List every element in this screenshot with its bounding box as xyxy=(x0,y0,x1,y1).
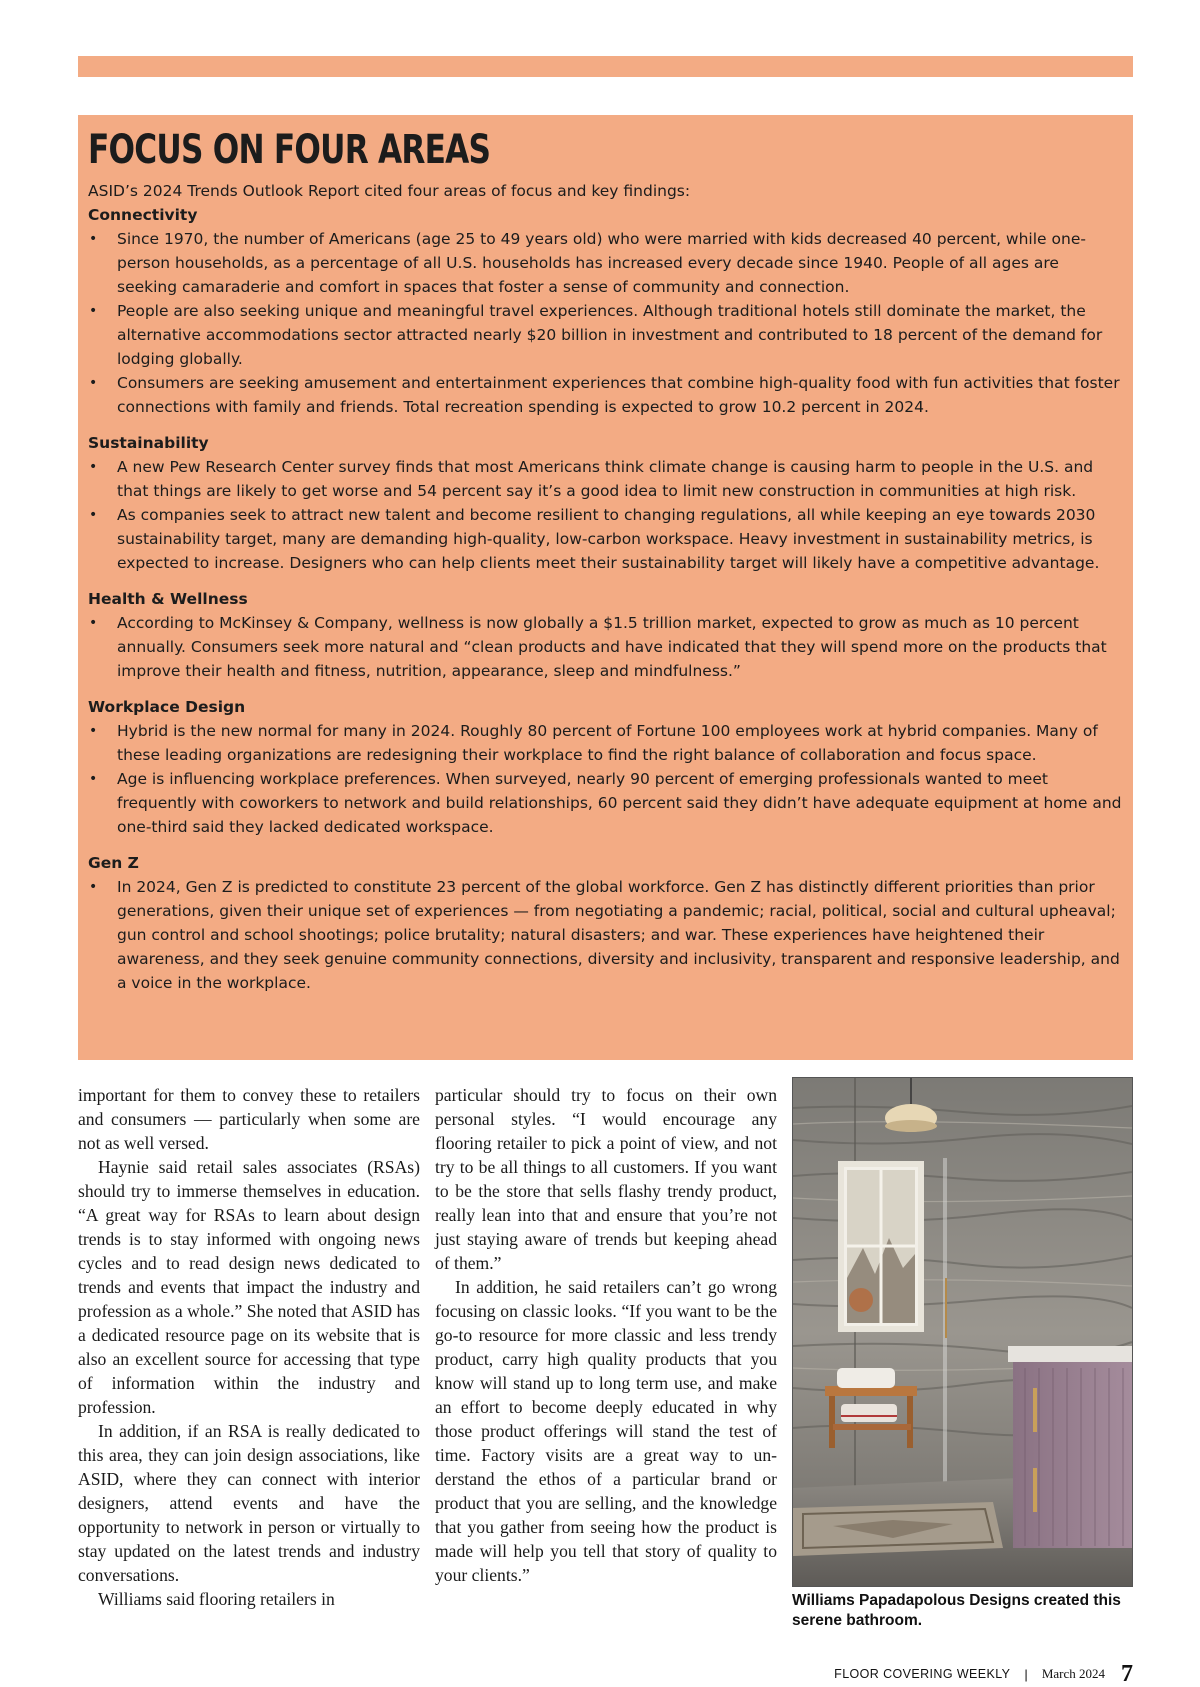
article-paragraph: Haynie said retail sales associates (RSAs) should try to immerse themselves in education. “A great way for RSAs to learn about design trends is to stay informed with ongoing news cycles and to read design news dedicated to trends and events that impact the industry and profession as a whole.” She noted that ASID has a dedicated resource page on its website that is also an excellent source for accessing that type of information within the industry and profession. xyxy=(78,1157,420,1417)
rug xyxy=(793,1502,1003,1556)
bullet-item: • As companies seek to attract new talent and become resilient to changing regulations, all while keeping an eye towards 2030 sustainability target, many are demanding high-quality, low-carbon workspace. Heavy investment in sustainability metrics, is expected to increase. Designers who can help clients meet their sustainability target will likely have a competitive advantage. xyxy=(88,503,1123,575)
section-heading: Gen Z xyxy=(88,854,139,872)
article-column-1 xyxy=(78,1083,420,1611)
issue-date: March 2024 xyxy=(1041,1666,1105,1681)
page-footer xyxy=(834,1662,1133,1686)
section-heading: Sustainability xyxy=(88,434,209,452)
article-paragraph: In addition, he said retailers can’t go wrong focusing on classic looks. “If you want to be the go-to resource for more classic and less trendy product, carry high quality products that you know will stand up to long term use, and make an effort to become deeply educated in why those product offerings will stand the test of time. Factory visits are a great way to understand the ethos of a particular brand or product that you are selling, and the knowledge that you gather from seeing how the product is made will help you tell that story of quality to your clients.” xyxy=(435,1277,777,1585)
vanity xyxy=(1008,1346,1132,1548)
bullet-item: • Age is influencing workplace preferences. When surveyed, nearly 90 percent of emerging professionals wanted to meet frequently with coworkers to network and build relationships, 60 percent said they didn’t have adequate equipment at home and one-third said they lacked dedicated workspace. xyxy=(88,767,1123,839)
bullet-list xyxy=(88,227,1123,419)
section-connectivity xyxy=(88,203,1123,419)
article-paragraph: important for them to convey these to retailers and consumers — particularly when some are not as well versed. xyxy=(78,1085,420,1153)
section-heading: Health & Wellness xyxy=(88,590,248,608)
sidebar-intro: ASID’s 2024 Trends Outlook Report cited four areas of focus and key findings: xyxy=(88,182,691,200)
article-paragraph: Williams said flooring retailers in xyxy=(98,1589,335,1609)
window xyxy=(841,1164,921,1329)
bullet-list xyxy=(88,719,1123,839)
page-number: 7 xyxy=(1121,1661,1133,1687)
footer-separator: | xyxy=(1024,1666,1028,1682)
top-accent-bar xyxy=(78,56,1133,77)
sidebar-title: FOCUS ON FOUR AREAS xyxy=(88,127,491,173)
focus-sidebar-box xyxy=(78,115,1133,1060)
section-sustainability xyxy=(88,431,1123,575)
bullet-item: • People are also seeking unique and meaningful travel experiences. Although traditional hotels still dominate the market, the alternative accommodations sector attracted nearly $20 billion in investment and contributed to 18 percent of the demand for lodging globally. xyxy=(88,299,1123,371)
section-heading: Connectivity xyxy=(88,206,198,224)
bullet-item: • In 2024, Gen Z is predicted to constitute 23 percent of the global workforce. Gen Z has distinctly different priorities than prior generations, given their unique set of experiences — from negotiating a pandemic; racial, political, social and cultural upheaval; gun control and school shootings; police brutality; natural disasters; and war. These experiences have heightened their awareness, and they seek genuine community connections, diversity and inclusivity, transparent and responsive leadership, and a voice in the workplace. xyxy=(88,875,1123,995)
article-paragraph: In addition, if an RSA is really dedicated to this area, they can join design associations, like ASID, where they can connect with interior designers, attend events and have the opportunity to network in person or virtually to stay updated on the latest trends and industry conversations. xyxy=(78,1421,420,1585)
photo-caption: Williams Papadapolous Designs created this serene bathroom. xyxy=(792,1592,1121,1629)
bullet-item: • Consumers are seeking amusement and entertainment experiences that combine high-quality food with fun activities that foster connections with family and friends. Total recreation spending is expected to grow 10.2 percent in 2024. xyxy=(88,371,1123,419)
bullet-item: • According to McKinsey & Company, wellness is now globally a $1.5 trillion market, expected to grow as much as 10 percent annually. Consumers seek more natural and “clean products and have indicated that they will spend more on the products that improve their health and fitness, nutrition, appearance, sleep and mindfulness.” xyxy=(88,611,1123,683)
bathroom-photo xyxy=(792,1077,1133,1587)
bullet-list xyxy=(88,611,1123,683)
bullet-item: • A new Pew Research Center survey finds that most Americans think climate change is causing harm to people in the U.S. and that things are likely to get worse and 54 percent say it’s a good idea to limit new construction in communities at high risk. xyxy=(88,455,1123,503)
bullet-item: • Since 1970, the number of Americans (age 25 to 49 years old) who were married with kids decreased 40 percent, while one-person households, as a percentage of all U.S. households has increased every decade since 1940. People of all ages are seeking camaraderie and comfort in spaces that foster a sense of community and connection. xyxy=(88,227,1123,299)
section-workplace-design xyxy=(88,695,1123,839)
bullet-list xyxy=(88,455,1123,575)
bullet-list xyxy=(88,875,1123,995)
magazine-name: FLOOR COVERING WEEKLY xyxy=(834,1667,1011,1681)
section-heading: Workplace Design xyxy=(88,698,246,716)
article-paragraph: particular should try to focus on their own personal styles. “I would encourage any flooring retailer to pick a point of view, and not try to be all things to all customers. If you want to be the store that sells flashy trendy product, really lean into that and ensure that you’re not just staying aware of trends but keeping ahead of them.” xyxy=(435,1085,777,1273)
article-column-2 xyxy=(435,1083,777,1587)
section-health-wellness xyxy=(88,587,1123,683)
section-gen-z xyxy=(88,851,1123,995)
bullet-item: • Hybrid is the new normal for many in 2024. Roughly 80 percent of Fortune 100 employees work at hybrid companies. Many of these leading organizations are redesigning their workplace to find the right balance of collaboration and focus space. xyxy=(88,719,1123,767)
bathroom-illustration xyxy=(793,1078,1132,1586)
